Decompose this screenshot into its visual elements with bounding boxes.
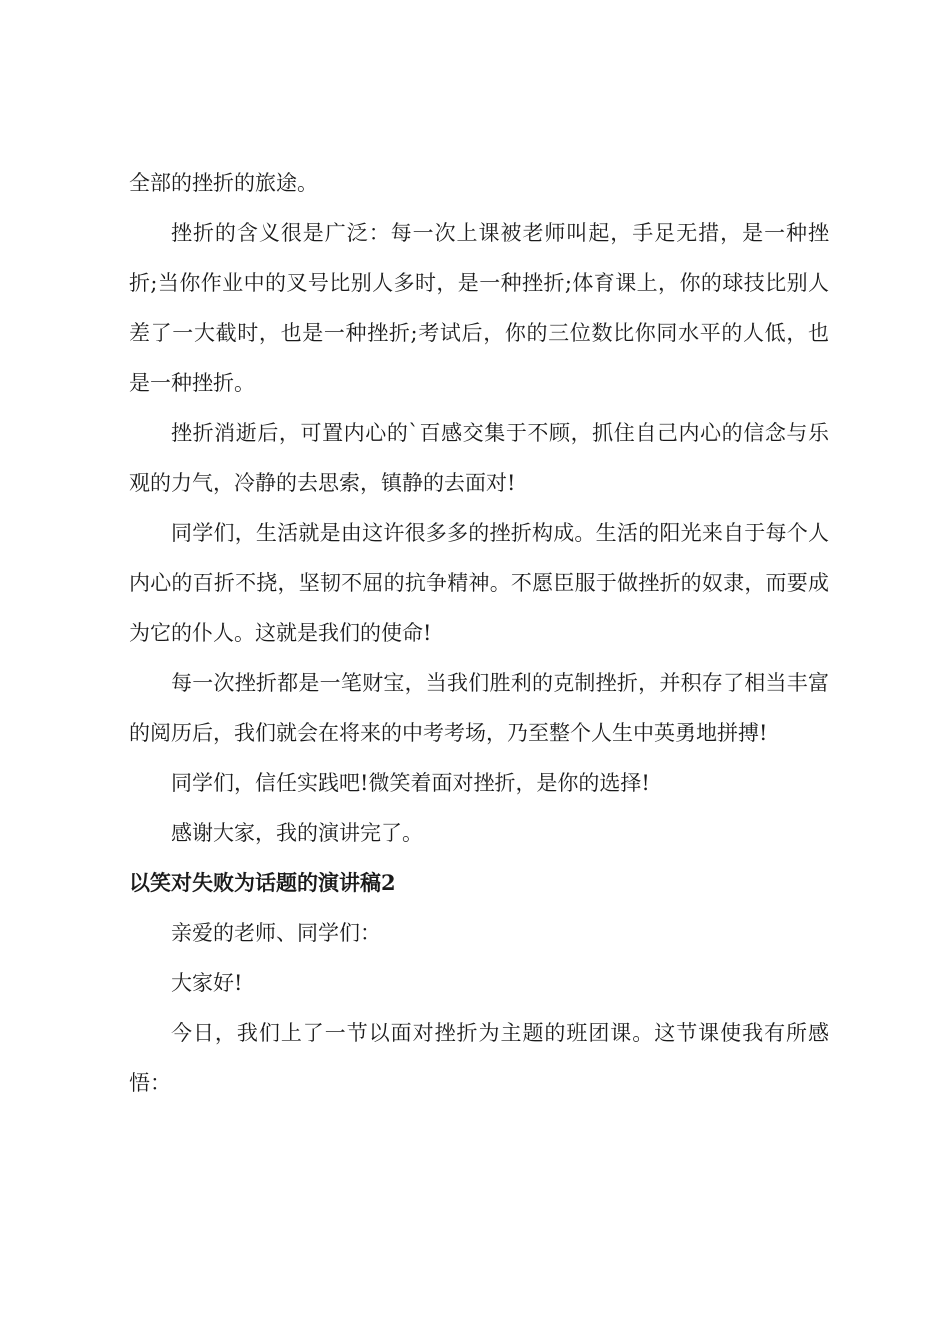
greeting: 大家好!: [171, 971, 243, 995]
paragraph: 今日，我们上了一节以面对挫折为主题的班团课。这节课使我有所感悟：: [129, 1021, 829, 1095]
paragraph: 同学们，生活就是由这许很多多的挫折构成。生活的阳光来自于每个人内心的百折不挠，坚韧不屈的抗争精神。不愿臣服于做挫折的奴隶，而要成为它的仆人。这就是我们的使命!: [129, 521, 829, 645]
paragraph: 感谢大家，我的演讲完了。: [171, 821, 423, 845]
paragraph: 挫折消逝后，可置内心的`百感交集于不顾，抓住自己内心的信念与乐观的力气，冷静的去思索，镇静的去面对!: [129, 421, 829, 495]
section-title: 以笑对失败为话题的演讲稿2: [129, 870, 396, 895]
document-body: [129, 158, 829, 1108]
paragraph: 同学们，信任实践吧!微笑着面对挫折，是你的选择!: [171, 771, 650, 795]
salutation: 亲爱的老师、同学们：: [171, 921, 381, 945]
paragraph: 每一次挫折都是一笔财宝，当我们胜利的克制挫折，并积存了相当丰富的阅历后，我们就会在将来的中考考场，乃至整个人生中英勇地拼搏!: [129, 671, 829, 745]
paragraph: 全部的挫折的旅途。: [129, 171, 318, 195]
paragraph: 挫折的含义很是广泛：每一次上课被老师叫起，手足无措，是一种挫折;当你作业中的叉号比别人多时，是一种挫折;体育课上，你的球技比别人差了一大截时，也是一种挫折;考试后，你的三位数比你同水平的人低，也是一种挫折。: [129, 221, 829, 395]
